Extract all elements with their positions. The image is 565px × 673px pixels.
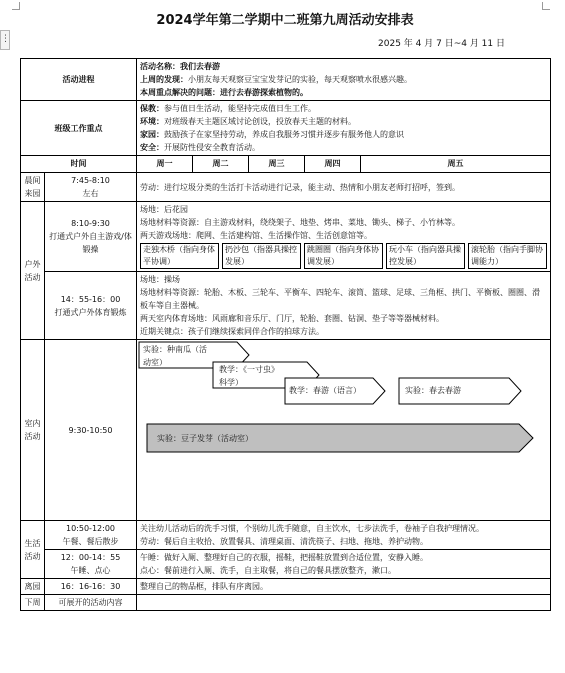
activity-text: 动室） [143, 358, 167, 367]
next-week-row [21, 595, 551, 611]
life-nap-line: 点心：餐前进行入厕、洗手，自主取餐，将自己的餐具摆放整齐，漱口。 [140, 566, 396, 575]
activity-box [289, 384, 381, 397]
outdoor-pm-line: 两天室内体育场地：风雨廊和音乐厅、门厅，轮胎、套圈、钻洞、垫子等等器械材料。 [140, 314, 444, 323]
focus-key: 安全： [140, 143, 164, 152]
progress-content [137, 59, 551, 101]
game-chip: 滚轮胎（指向手脚协调能力） [468, 243, 547, 269]
outdoor-am-line: 场地材料等资源：自主游戏材料，绕绕架子、地垫、烤串、菜地、锄头、梯子、小竹林等。 [140, 218, 460, 227]
next-week-label: 下周 [21, 595, 45, 611]
focus-key: 家园： [140, 130, 164, 139]
activity-name-value: 我们去春游 [180, 62, 220, 71]
activity-name-line [140, 60, 547, 73]
outdoor-pm-line: 近期关键点：孩子们继续探索同伴合作的拍球方法。 [140, 327, 324, 336]
last-week-line [140, 73, 547, 86]
indoor-time: 9:30-10:50 [45, 340, 137, 521]
outdoor-pm-content [137, 272, 551, 340]
life-lunch-content [137, 521, 551, 550]
life-lunch-line: 关注幼儿活动后的洗手习惯，个别幼儿洗手随意，自主饮水，七步法洗手，卷袖子自我护理情况。 [140, 524, 484, 533]
header-tuesday: 周二 [193, 156, 249, 173]
page-corner-mark [12, 2, 20, 10]
outdoor-pm-time [45, 272, 137, 340]
outdoor-am-time-line: 打通式户外自主游戏/体锻操 [49, 232, 132, 254]
activity-text: 教学：春游（语言） [289, 386, 361, 395]
header-monday: 周一 [137, 156, 193, 173]
outdoor-game-chips [140, 242, 547, 270]
life-lunch-time-line: 午餐、餐后散步 [62, 537, 119, 546]
class-focus-content [137, 101, 551, 156]
focus-text: 开展防性侵安全教育活动。 [164, 143, 260, 152]
activity-text: 实验：春去春游 [405, 386, 461, 395]
life-nap-row [21, 550, 551, 579]
life-nap-time-line: 12：00-14：55 [60, 553, 121, 562]
outdoor-am-line: 场地：后花园 [140, 205, 188, 214]
outdoor-label: 户外活动 [21, 202, 45, 340]
activity-text: 实验：种南瓜（活 [143, 345, 207, 354]
focus-text: 参与值日生活动，能坚持完成值日生工作。 [164, 104, 316, 113]
date-range: 2025 年 4 月 7 日~4 月 11 日 [378, 39, 505, 49]
last-week-value: 小朋友每天观察豆宝宝发芽记的实验，每天观察喷水很感兴趣。 [188, 75, 412, 84]
morning-time-line: 左右 [82, 189, 99, 198]
next-week-time: 可展开的活动内容 [45, 595, 137, 611]
progress-label: 活动进程 [21, 59, 137, 101]
leave-content: 整理自己的物品框，排队有序离园。 [137, 579, 551, 595]
indoor-label: 室内活动 [21, 340, 45, 521]
game-chip: 跳圈圈（指向身体协调发展） [304, 243, 383, 269]
life-label: 生活活动 [21, 521, 45, 579]
life-nap-content [137, 550, 551, 579]
indoor-row [21, 340, 551, 521]
life-lunch-time [45, 521, 137, 550]
life-nap-line: 午睡：做好入厕、整理好自己的衣服，摇鞋，把摇鞋放置到合适位置，安静入睡。 [140, 553, 428, 562]
focus-item [140, 102, 547, 115]
outdoor-pm-row [21, 272, 551, 340]
activity-text: 实验：豆子发芽（活动室） [157, 434, 253, 443]
header-thursday: 周四 [305, 156, 361, 173]
game-chip: 玩小车（指向器具操控发展） [386, 243, 465, 269]
activity-text: 教学：《一寸虫》 [219, 365, 279, 374]
focus-item [140, 141, 547, 154]
leave-time: 16：16-16：30 [45, 579, 137, 595]
morning-time-line: 7:45-8:10 [71, 176, 110, 185]
life-nap-time [45, 550, 137, 579]
focus-item [140, 128, 547, 141]
outdoor-am-row [21, 202, 551, 272]
focus-text: 对班级春天主题区域讨论创设，投放春天主题的材料。 [164, 117, 356, 126]
margin-handle[interactable]: ⋮ [0, 30, 10, 50]
focus-item [140, 115, 547, 128]
focus-key: 环境： [140, 117, 164, 126]
indoor-activities-flow [137, 340, 551, 521]
morning-time [45, 173, 137, 202]
header-time: 时间 [21, 156, 137, 173]
document-title: 2024学年第二学期中二班第九周活动安排表 [156, 13, 414, 28]
morning-label: 晨间来园 [21, 173, 45, 202]
activity-box [157, 432, 457, 445]
morning-content: 劳动：进行垃圾分类的生活打卡活动进行记录，能主动、热情和小朋友老师打招呼，签到。 [137, 173, 551, 202]
morning-row [21, 173, 551, 202]
class-focus-row [21, 101, 551, 156]
game-chip: 走独木桥（指向身体平协调） [140, 243, 219, 269]
outdoor-am-time [45, 202, 137, 272]
outdoor-pm-time-line: 14：55-16：00 [60, 294, 121, 304]
outdoor-pm-time-line: 打通式户外体育锻炼 [54, 307, 127, 317]
outdoor-am-line: 两天游戏场地：爬网、生活建构馆、生活操作馆、生活创意馆等。 [140, 231, 372, 240]
outdoor-pm-line: 场地材料等资源：轮胎、木板、三轮车、平衡车、四轮车、滚筒、篮球、足球、三角框、拱门、平衡板、圈圈、滑板车等自主器械。 [140, 288, 540, 310]
outdoor-am-content [137, 202, 551, 272]
life-nap-time-line: 午睡、点心 [70, 566, 111, 575]
outdoor-am-time-line: 8:10-9:30 [71, 219, 110, 228]
table-header-row [21, 156, 551, 173]
activity-text: 科学） [219, 378, 243, 387]
next-week-content [137, 595, 551, 611]
activity-box [405, 384, 505, 397]
key-issue-value: 进行去春游探索植物的。 [220, 88, 308, 97]
life-lunch-time-line: 10:50-12:00 [66, 524, 115, 533]
life-lunch-row [21, 521, 551, 550]
last-week-label: 上周的发现： [140, 75, 188, 84]
class-focus-label: 班级工作重点 [21, 101, 137, 156]
header-wednesday: 周三 [249, 156, 305, 173]
focus-text: 鼓励孩子在家坚持劳动，养成自我服务习惯并逐步有服务他人的意识 [164, 130, 404, 139]
outdoor-pm-line: 场地：操场 [140, 275, 180, 284]
header-friday: 周五 [361, 156, 551, 173]
activity-name-label: 活动名称： [140, 62, 180, 71]
leave-row [21, 579, 551, 595]
leave-label: 离园 [21, 579, 45, 595]
key-issue-label: 本周重点解决的问题： [140, 88, 220, 97]
key-issue-line [140, 86, 547, 99]
focus-key: 保教： [140, 104, 164, 113]
progress-row [21, 59, 551, 101]
life-lunch-line: 劳动：餐后自主收拾、放置餐具、清理桌面、清洗筷子、扫地、拖地、养护动物。 [140, 537, 428, 546]
game-chip: 扔沙包（指器具操控发展） [222, 243, 301, 269]
schedule-table [20, 58, 551, 611]
